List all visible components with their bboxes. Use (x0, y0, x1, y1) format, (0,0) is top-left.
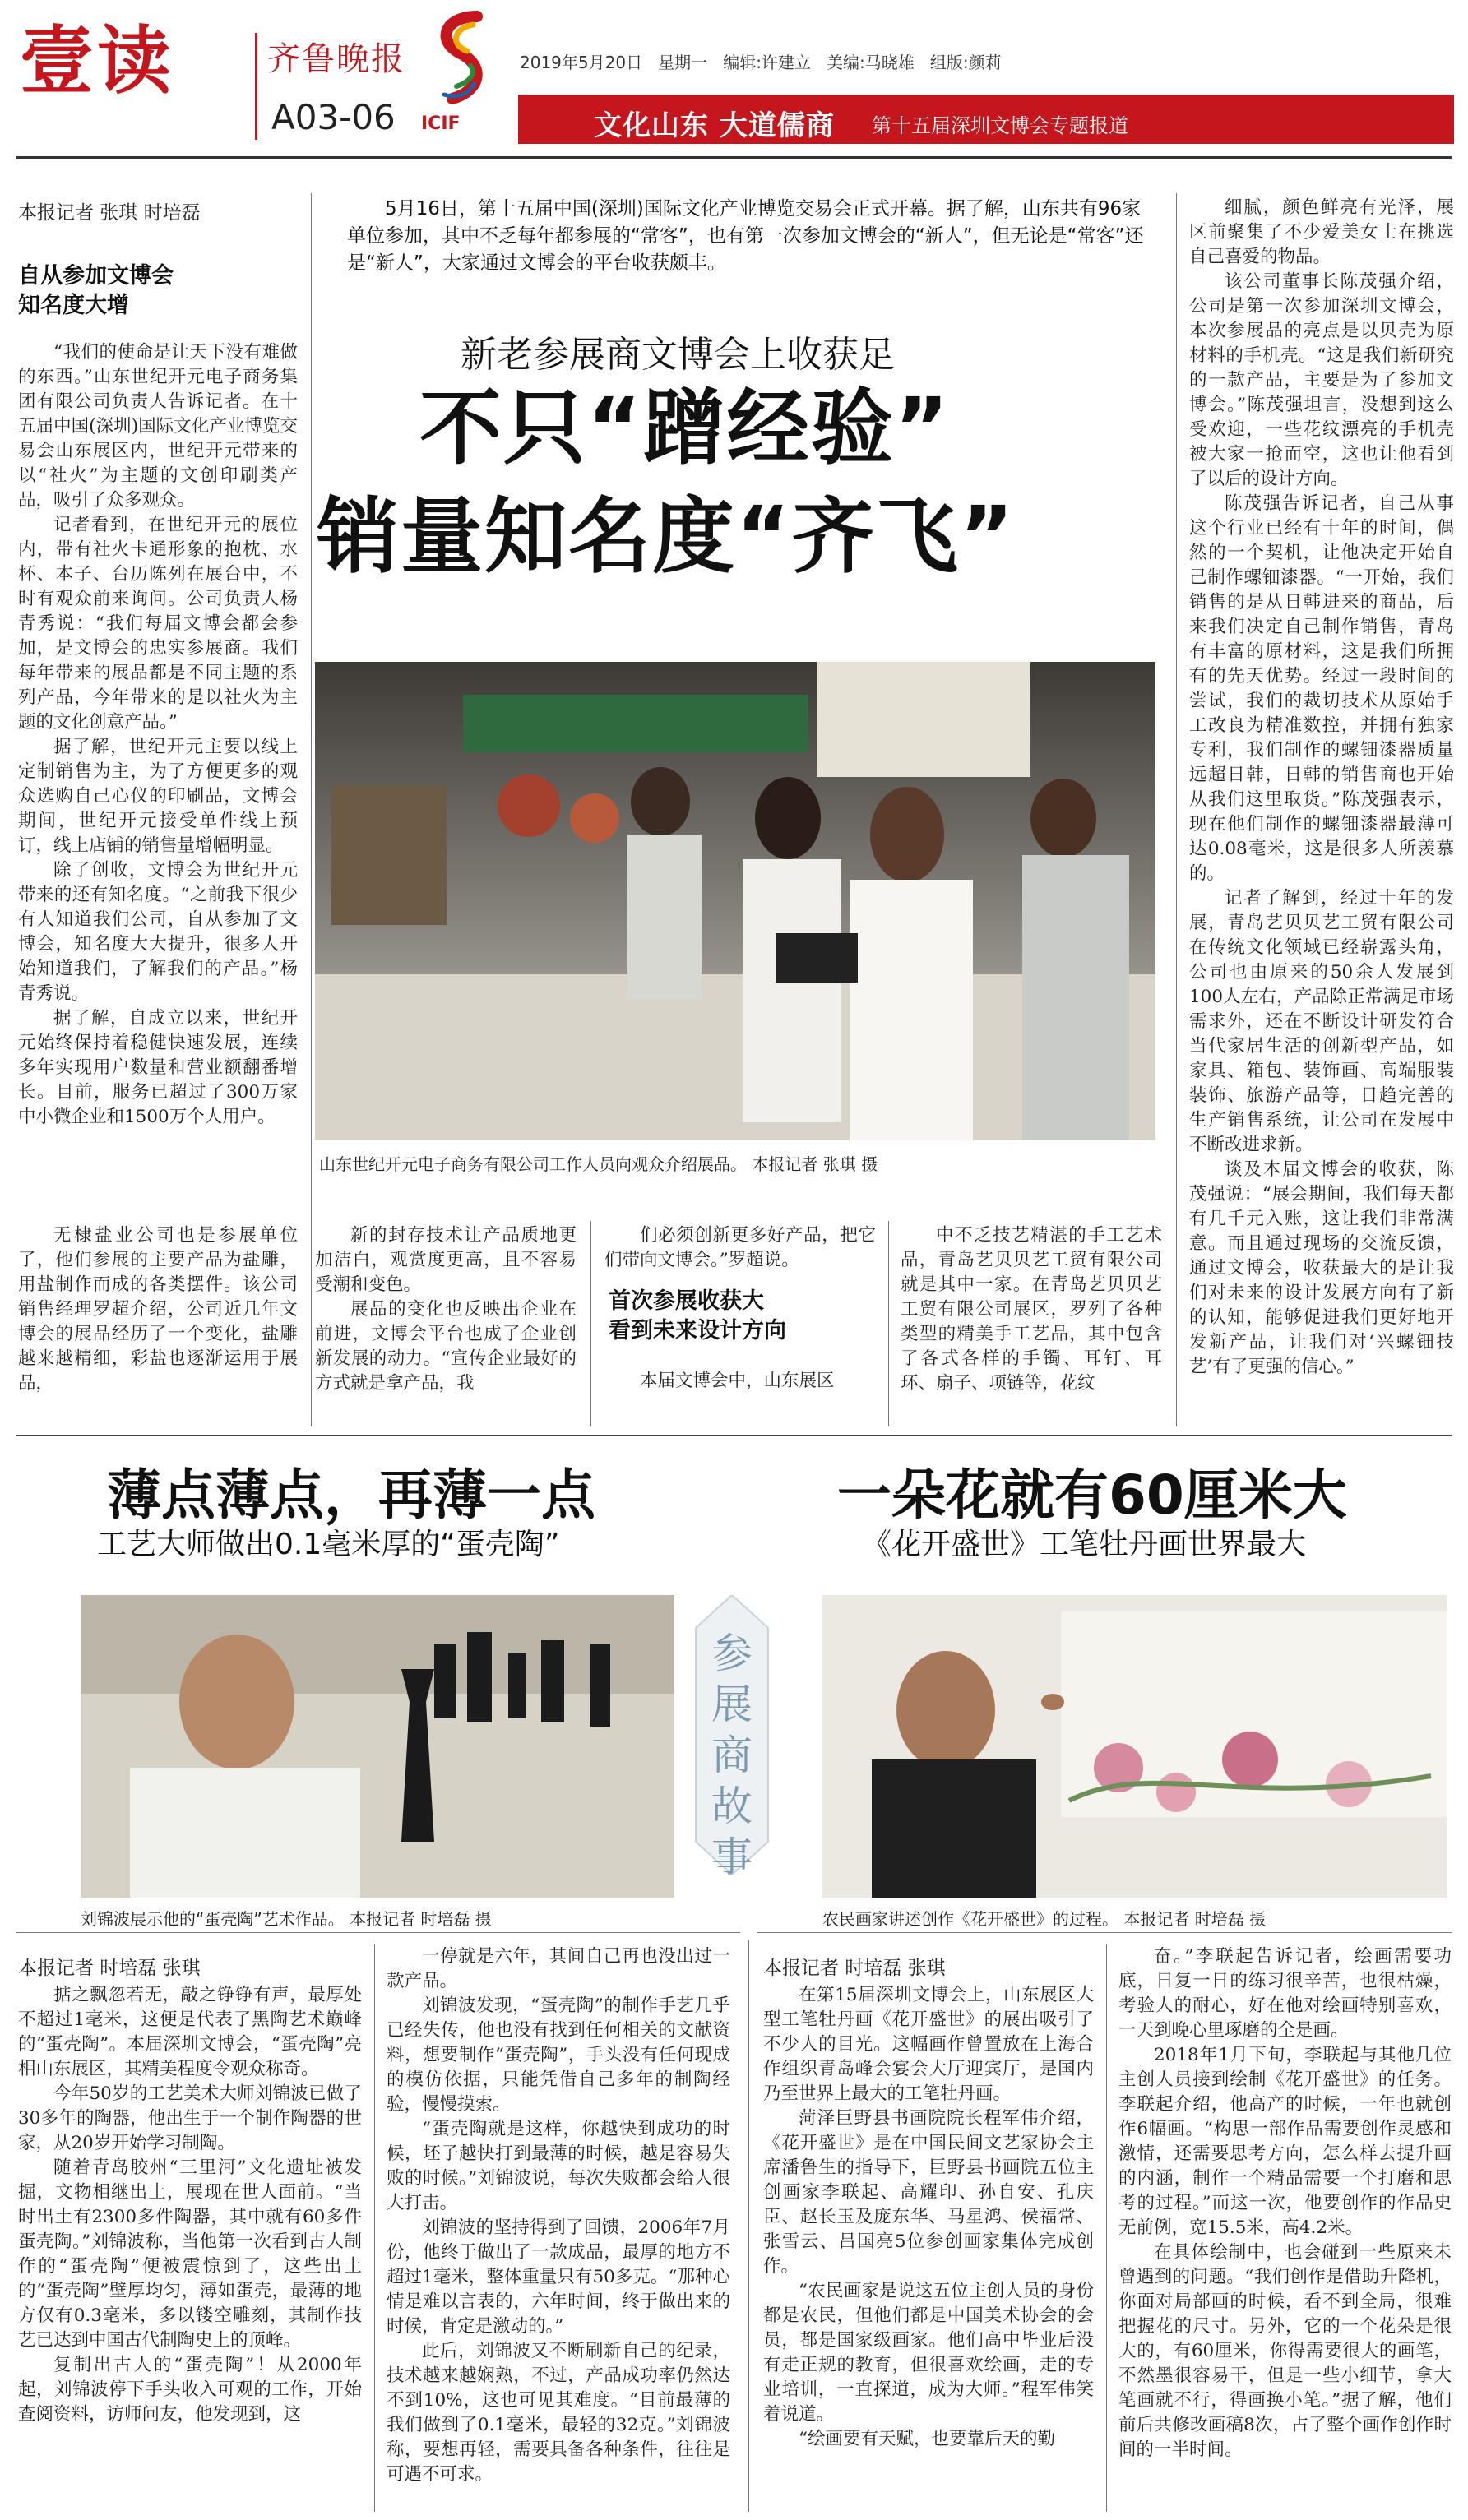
masthead-divider (255, 33, 257, 140)
column-divider (1176, 193, 1177, 1426)
paragraph: 2018年1月下旬，李联起与其他几位主创人员接到绘制《花开盛世》的任务。李联起介绍，他高产的时候，一年也就创作6幅画。“构思一部作品需要创作灵感和激情，还需要思考方向，怎么样去提升画的内涵，制作一个精品需要一个打磨和思考的过程。”而这一次，他要创作的作品史无前例，宽15.5米，高4.2米。 (1118, 2045, 1452, 2238)
paragraph: 据了解，自成立以来，世纪开元始终保持着稳健快速发展，连续多年实现用户数量和营业额翻番增长。目前，服务已超过了300万家中小微企业和1500万个人用户。 (18, 1008, 298, 1127)
paragraph: 掂之飘忽若无，敲之铮铮有声，最厚处不超过1毫米，这便是代表了黑陶艺术巅峰的“蛋壳陶”。本届深圳文博会，“蛋壳陶”亮相山东展区，其精美程度令观众称奇。 (18, 1985, 362, 2079)
main-right-column-text (1189, 196, 1454, 1380)
column-divider (888, 1221, 889, 1426)
paragraph: 复制出古人的“蛋壳陶”！从2000年起，刘锦波停下手头收入可观的工作，开始查阅资料，访师问友，他发现到，这 (18, 2355, 362, 2425)
left-story-byline: 本报记者 时培磊 张琪 (18, 1958, 201, 1979)
lead-paragraph: 5月16日，第十五届中国(深圳)国际文化产业博览交易会正式开幕。据了解，山东共有96家单位参加，其中不乏每年都参展的“常客”，也有第一次参加文博会的“新人”，但无论是“常客”还是“新人”，大家通过文博会的平台收获颇丰。 (347, 198, 1144, 274)
left-story-title: 薄点薄点，再薄一点 (107, 1463, 595, 1527)
paragraph: 展品的变化也反映出企业在前进，文博会平台也成了企业创新发展的动力。“宣传企业最好的方式就是拿产品，我 (315, 1299, 577, 1394)
paragraph: 菏泽巨野县书画院院长程军伟介绍，《花开盛世》是在中国民间文艺家协会主席潘鲁生的指导下，巨野县书画院五位主创画家李联起、高耀印、孙自安、孔庆臣、赵长玉及庞东华、马星鸿、侯福常、张雪云、吕国亮5位参创画家集体完成创作。 (763, 2108, 1094, 2277)
paragraph: 刘锦波的坚持得到了回馈，2006年7月份，他终于做出了一款成品，最厚的地方不超过1毫米，整体重量只有50多克。“那种心情是难以言表的，六年时间，终于做出来的时候，肯定是激动的。” (387, 2217, 730, 2337)
paragraph: 在具体绘制中，也会碰到一些原来未曾遇到的问题。“我们创作是借助升降机，你面对局部画的时候，看不到全局，很难把握花的尺寸。另外，它的一个花朵是很大的，有60厘米，你得需要很大的画笔，不然墨很容易干，但是一些小细节，拿大笔画就不行，得画换小笔。”据了解，他们前后共修改画稿8次，占了整个画作创作时间的一半时间。 (1118, 2242, 1452, 2460)
main-headline-line2: 销量知名度“齐飞” (317, 488, 1016, 585)
icif-logo-text: ICIF (421, 113, 461, 134)
main-column-1-text (18, 340, 298, 1130)
caption-rule (757, 1932, 1452, 1933)
paragraph: 该公司董事长陈茂强介绍，公司是第一次参加深圳文博会，本次参展品的亮点是以贝壳为原材料的手机壳。“这是我们新研究的一款产品，主要是为了参加文博会。”陈茂强坦言，没想到这么受欢迎，一些花纹漂亮的手机壳被大家一抢而空，这也让他看到了以后的设计方向。 (1189, 271, 1454, 489)
right-story-column-1-text (763, 1983, 1094, 2452)
column-divider (311, 193, 312, 1426)
paragraph: 刘锦波发现，“蛋壳陶”的制作手艺几乎已经失传，他也没有找到任何相关的文献资料，想要制作“蛋壳陶”，手头没有任何现成的模仿依据，只能凭借自己多年的制陶经验，慢慢摸索。 (387, 1995, 730, 2115)
column-divider (748, 1940, 749, 2512)
paragraph: 除了创收，文博会为世纪开元带来的还有知名度。“之前我下很少有人知道我们公司，自从参加了文博会，知名度大大提升，很多人开始知道我们，了解我们的产品。”杨青秀说。 (18, 860, 298, 1004)
right-story-caption: 农民画家讲述创作《花开盛世》的过程。 本报记者 时培磊 摄 (822, 1909, 1267, 1929)
paragraph: 此后，刘锦波又不断刷新自己的纪录，技术越来越娴熟，不过，产品成功率仍然达不到10%，这也可见其难度。“目前最薄的我们做到了0.1毫米，最轻的32克。”刘锦波称，要想再轻，需要具备各种条件，往往是可遇不可求。 (387, 2341, 730, 2485)
main-column-3-bottom (604, 1369, 876, 1418)
paragraph: 今年50岁的工艺美术大师刘锦波已做了30多年的陶器，他出生于一个制作陶器的世家，从20岁开始学习制陶。 (18, 2083, 362, 2153)
column-divider (374, 1944, 375, 2512)
left-story-photo (81, 1595, 674, 1898)
main-kicker: 新老参展商文博会上收获足 (461, 334, 895, 376)
paragraph: 记者看到，在世纪开元的展位内，带有社火卡通形象的抱枕、水杯、本子、台历陈列在展台中，不时有观众前来询问。公司负责人杨青秀说：“我们每届文博会都会参加，是文博会的忠实参展商。我们每年带来的展品都是不同主题的系列产品，今年带来的是以社火为主题的文化创意产品。” (18, 515, 298, 733)
paragraph: “农民画家是说这五位主创人员的身份都是农民，但他们都是中国美术协会的会员，都是国家级画家。他们高中毕业后没有走正规的教育，但很喜欢绘画，走的专业培训，一直探道，成为大师。”程军伟笑着说道。 (763, 2281, 1094, 2425)
paragraph: 陈茂强告诉记者，自己从事这个行业已经有十年的时间，偶然的一个契机，让他决定开始自己制作螺钿漆器。“一开始，我们销售的是从日韩进来的商品，后来我们决定自己制作销售，青岛有丰富的原材料，这是我们所拥有的先天优势。经过一段时间的尝试，我们的裁切技术从原始手工改良为精准数控，并拥有独家专利，我们制作的螺钿漆器质量远超日韩，日韩的销售商也开始从我们这里取货。”陈茂强表示，现在他们制作的螺钿漆器最薄可达0.08毫米，这是很多人所羡慕的。 (1189, 493, 1454, 884)
paragraph: 本届文博会中，山东展区 (640, 1371, 835, 1391)
paragraph: 无棣盐业公司也是参展单位了，他们参展的主要产品为盐雕，用盐制作而成的各类摆件。该公司销售经理罗超介绍，公司近几年文博会的展品经历了一个变化，盐雕越来越精细，彩盐也逐渐运用于展品， (18, 1225, 298, 1394)
main-headline-line1: 不只“蹭经验” (419, 380, 951, 476)
main-subhead-2 (609, 1287, 872, 1347)
main-column-3-bottom-text (604, 1369, 876, 1394)
right-story-subtitle: 《花开盛世》工笔牡丹画世界最大 (862, 1528, 1307, 1561)
paragraph: 在第15届深圳文博会上，山东展区大型工笔牡丹画《花开盛世》的展出吸引了不少人的目光。这幅画作曾置放在上海合作组织青岛峰会宴会大厅迎宾厅，是国内乃至世界上最大的工笔牡丹画。 (763, 1985, 1094, 2104)
issue-meta: 2019年5月20日 星期一 编辑:许建立 美编:马晓雄 组版:颜莉 (520, 53, 1002, 72)
paragraph: 随着青岛胶州“三里河”文化遗址被发掘，文物相继出土，展现在世人面前。“当时出土有2300多件陶器，其中就有60多件蛋壳陶。”刘锦波称，当他第一次看到古人制作的“蛋壳陶”便被震惊到了，这些出土的“蛋壳陶”壁厚均匀，薄如蛋壳，最薄的地方仅有0.3毫米，多以镂空雕刻，其制作技艺已达到中国古代制陶史上的顶峰。 (18, 2157, 362, 2351)
main-subhead-1-line2: 知名度大增 (18, 293, 129, 319)
main-subhead-1 (18, 261, 298, 321)
column-divider (1106, 1944, 1107, 2512)
main-subhead-2-line2: 看到未来设计方向 (609, 1318, 786, 1344)
story-badge-text: 参展商故事 (711, 1630, 753, 1881)
newspaper-brand: 齐鲁晚报 (267, 40, 405, 78)
main-column-4 (901, 1223, 1162, 1421)
paragraph: 新的封存技术让产品质地更加洁白，观赏度更高，且不容易受潮和变色。 (315, 1225, 577, 1295)
main-column-1-continued (18, 1223, 298, 1421)
paragraph: 记者了解到，经过十年的发展，青岛艺贝贝艺工贸有限公司在传统文化领域已经崭露头角，公司也由原来的50余人发展到100人左右，产品除正常满足市场需求外，还在不断设计研发符合当代家居生活的创新型产品，如家具、箱包、装饰画、高端服装装饰、旅游产品等，日趋完善的生产销售系统，让公司在发展中不断改进求新。 (1189, 888, 1454, 1155)
banner-subtitle: 第十五届深圳文博会专题报道 (872, 114, 1128, 137)
right-story-byline: 本报记者 时培磊 张琪 (763, 1958, 946, 1979)
left-story-column-2 (387, 1944, 730, 2509)
paragraph: 奋。”李联起告诉记者，绘画需要功底，日复一日的练习很辛苦，也很枯燥，考验人的耐心，好在他对绘画特别喜欢，一天到晚心里琢磨的全是画。 (1118, 1946, 1452, 2041)
header-rule (16, 156, 1452, 159)
main-column-4-text (901, 1223, 1162, 1396)
left-story-subtitle: 工艺大师做出0.1毫米厚的“蛋壳陶” (97, 1528, 560, 1561)
right-story-column-1 (763, 1983, 1094, 2509)
paragraph: 们必须创新更多好产品，把它们带向文博会。”罗超说。 (604, 1225, 876, 1270)
section-title: 壹读 (20, 18, 174, 104)
paragraph: “蛋壳陶就是这样，你越快到成功的时候，坯子越快打到最薄的时候，越是容易失败的时候。”刘锦波说，每次失败都会给人很大打击。 (387, 2119, 730, 2213)
paragraph: 中不乏技艺精湛的手工艺术品，青岛艺贝贝艺工贸有限公司就是其中一家。在青岛艺贝贝艺工贸有限公司展区，罗列了各种类型的精美手工艺品，其中包含了各式各样的手镯、耳钉、耳环、扇子、项链等，花纹 (901, 1225, 1162, 1394)
left-story-column-1-text (18, 1983, 362, 2427)
column-divider (590, 1221, 591, 1426)
icif-logo (419, 8, 510, 140)
paragraph: 一停就是六年，其间自己再也没出过一款产品。 (387, 1946, 730, 1991)
main-column-3-top-text (604, 1223, 876, 1273)
page-code: A03-06 (271, 97, 396, 137)
main-right-column (1189, 196, 1454, 1421)
right-story-photo (822, 1595, 1447, 1898)
main-column-2-text (315, 1223, 577, 1396)
paragraph: 据了解，世纪开元主要以线上定制销售为主，为了方便更多的观众选购自己心仪的印刷品，文博会期间，世纪开元接受单件线上预订，线上店铺的销售量增幅明显。 (18, 737, 298, 856)
main-subhead-1-line1: 自从参加文博会 (18, 263, 174, 289)
main-photo (315, 662, 1155, 1140)
left-story-column-1 (18, 1983, 362, 2509)
paragraph: “我们的使命是让天下没有难做的东西。”山东世纪开元电子商务集团有限公司负责人告诉记者。在十五届中国(深圳)国际文化产业博览交易会山东展区内，世纪开元带来的以“社火”为主题的文创印刷类产品，吸引了众多观众。 (18, 342, 298, 511)
main-subhead-2-line1: 首次参展收获大 (609, 1288, 764, 1314)
banner-title: 文化山东 大道儒商 (594, 109, 835, 142)
main-column-1-continued-text (18, 1223, 298, 1396)
main-column-1 (18, 340, 298, 1218)
main-column-3-top (604, 1223, 876, 1273)
main-lead (347, 196, 1145, 277)
right-story-column-2 (1118, 1944, 1452, 2509)
paragraph: 细腻，颜色鲜亮有光泽，展区前聚集了不少爱美女士在挑选自己喜爱的物品。 (1189, 197, 1454, 267)
left-story-column-2-text (387, 1944, 730, 2487)
main-byline: 本报记者 张琪 时培磊 (18, 202, 201, 224)
caption-rule (16, 1932, 740, 1933)
right-story-column-2-text (1118, 1944, 1452, 2462)
left-story-caption: 刘锦波展示他的“蛋壳陶”艺术作品。 本报记者 时培磊 摄 (81, 1909, 492, 1929)
section-rule (16, 1435, 1452, 1436)
paragraph: “绘画要有天赋，也要靠后天的勤 (799, 2429, 1055, 2449)
main-column-2 (315, 1223, 577, 1421)
right-story-title: 一朵花就有60厘米大 (837, 1463, 1347, 1527)
paragraph: 谈及本届文博会的收获，陈茂强说：“展会期间，我们每天都有几千元入账，这让我们非常满意。而且通过现场的交流反馈，通过文博会，收获最大的是让我们对未来的设计发展方向有了新的认知，能够促进我们更好地开发新产品，让我们对‘兴螺钿技艺’有了更强的信心。” (1189, 1159, 1454, 1377)
main-photo-caption: 山东世纪开元电子商务有限公司工作人员向观众介绍展品。 本报记者 张琪 摄 (319, 1154, 878, 1174)
